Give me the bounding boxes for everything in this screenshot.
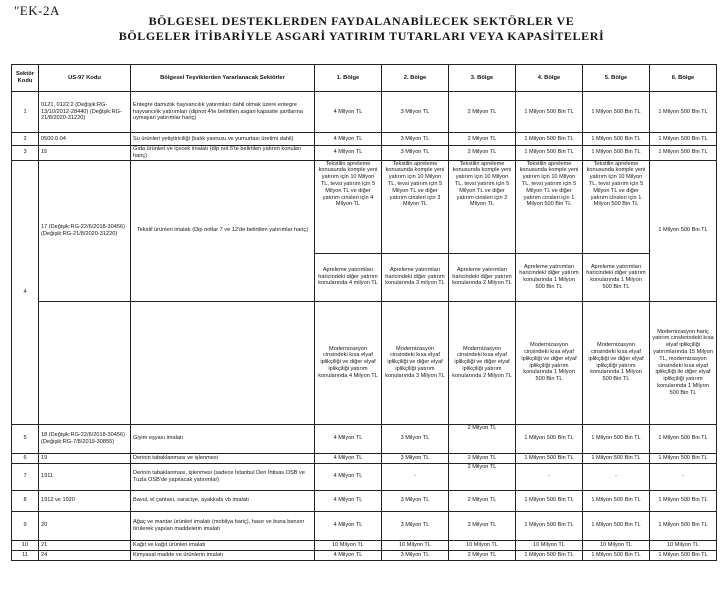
sector-code: 5 bbox=[12, 424, 39, 453]
header-us97-code: US-97 Kodu bbox=[39, 65, 131, 92]
title-line-1: BÖLGESEL DESTEKLERDEN FAYDALANABİLECEK SEKTÖRLER VE bbox=[148, 14, 575, 28]
region-3-value: 2 Milyon TL bbox=[449, 92, 516, 133]
us97-code: 0500.0.04 bbox=[39, 133, 131, 146]
region-3-other: Apreleme yatırımları haricindeki diğer yatırım konularında 2 Milyon TL bbox=[449, 253, 516, 301]
sector-name-empty bbox=[131, 301, 315, 424]
region-3-value: 2 Milyon TL bbox=[449, 133, 516, 146]
region-1-value: 4 Milyon TL bbox=[315, 424, 382, 453]
region-2-spinning: Modernizasyon cinsindeki kısa elyaf iplikçiliği ve diğer elyaf iplikçiliği yatırım konularında 3 Milyon TL bbox=[382, 301, 449, 424]
sector-code: 4 bbox=[12, 160, 39, 424]
region-1-value: 4 Milyon TL bbox=[315, 133, 382, 146]
region-2-value: 10 Milyon TL bbox=[382, 540, 449, 550]
document-title bbox=[0, 14, 723, 44]
sector-code: 10 bbox=[12, 540, 39, 550]
us97-code: 1911 bbox=[39, 463, 131, 490]
region-4-value: 1 Milyon 500 Bin TL bbox=[516, 92, 583, 133]
region-5-value: 1 Milyon 500 Bin TL bbox=[583, 550, 650, 560]
region-4-value: 1 Milyon 500 Bin TL bbox=[516, 133, 583, 146]
table-row bbox=[12, 540, 717, 550]
region-5-value: 1 Milyon 500 Bin TL bbox=[583, 511, 650, 540]
sector-name: Tekstil ürünleri imalatı (Dip notlar 7 ve 12'de belirtilen yatırımlar hariç) bbox=[131, 160, 315, 301]
region-6-value: 1 Milyon 500 Bin TL bbox=[650, 92, 717, 133]
sector-name: Kimyasal madde ve ürünlerin imalatı bbox=[131, 550, 315, 560]
region-1-textile-finishing: Tekstilin apreleme konusunda komple yeni yatırım için 10 Milyon TL, tevsi yatırım için 5 Milyon TL ve diğer yatırım cinsleri için 4 Milyon TL bbox=[315, 160, 382, 253]
region-6-value: 1 Milyon 500 Bin TL bbox=[650, 133, 717, 146]
region-6-textile: 1 Milyon 500 Bin TL bbox=[650, 160, 717, 301]
header-region-6: 6. Bölge bbox=[650, 65, 717, 92]
region-5-textile-finishing: Tekstilin apreleme konusunda komple yeni yatırım için 10 Milyon TL, tevsi yatırım için 5 Milyon TL ve diğer yatırım cinsleri için 1 Milyon 500 Bin TL bbox=[583, 160, 650, 253]
sector-name: Derinin tabaklanması ve işlenmesi bbox=[131, 453, 315, 463]
table-row bbox=[12, 146, 717, 161]
region-5-value: 1 Milyon 500 Bin TL bbox=[583, 490, 650, 511]
region-4-value: 1 Milyon 500 Bin TL bbox=[516, 490, 583, 511]
region-2-value: 3 Milyon TL bbox=[382, 490, 449, 511]
region-1-spinning: Modernizasyon cinsindeki kısa elyaf iplikçiliği ve diğer elyaf iplikçiliği yatırım konularında 4 Milyon TL bbox=[315, 301, 382, 424]
us97-code: 21 bbox=[39, 540, 131, 550]
sector-name: Su ürünleri yetiştiriciliği (balık yavrusu ve yumurtası üretimi dahil) bbox=[131, 133, 315, 146]
region-2-value: 3 Milyon TL bbox=[382, 146, 449, 161]
annex-label: "EK-2A bbox=[14, 3, 60, 18]
header-sector-code: Sektör Kodu bbox=[12, 65, 39, 92]
region-1-value: 4 Milyon TL bbox=[315, 463, 382, 490]
region-5-value: 1 Milyon 500 Bin TL bbox=[583, 146, 650, 161]
us97-code-empty bbox=[39, 301, 131, 424]
region-1-value: 4 Milyon TL bbox=[315, 490, 382, 511]
region-4-textile-finishing: Tekstilin apreleme konusunda komple yeni yatırım için 10 Milyon TL, tevsi yatırım için 5 Milyon TL ve diğer yatırım cinsleri için 1 Milyon 500 Bin TL bbox=[516, 160, 583, 253]
region-4-value: 1 Milyon 500 Bin TL bbox=[516, 453, 583, 463]
region-2-value: 3 Milyon TL bbox=[382, 92, 449, 133]
sector-code: 7 bbox=[12, 463, 39, 490]
sector-name: Entegre damızlık hayvancılık yatırımları dahil olmak üzere entegre hayvancılık yatırımları (dipnot 4'te belirtilen asgari kapasite şartlarına uymayan yatırımlar hariç) bbox=[131, 92, 315, 133]
region-3-textile-finishing: Tekstilin apreleme konusunda komple yeni yatırım için 10 Milyon TL, tevsi yatırım için 5 Milyon TL ve diğer yatırım cinsleri için 2 Milyon TL bbox=[449, 160, 516, 253]
region-5-value: 10 Milyon TL bbox=[583, 540, 650, 550]
region-6-value: 1 Milyon 500 Bin TL bbox=[650, 146, 717, 161]
region-3-value: 2 Milyon TL bbox=[449, 453, 516, 463]
region-1-value: 4 Milyon TL bbox=[315, 146, 382, 161]
header-region-1: 1. Bölge bbox=[315, 65, 382, 92]
region-6-value: 1 Milyon 500 Bin TL bbox=[650, 453, 717, 463]
region-5-value: 1 Milyon 500 Bin TL bbox=[583, 424, 650, 453]
header-sector: Bölgesel Teşviklerden Yararlanacak Sektörler bbox=[131, 65, 315, 92]
sector-name: Gıda ürünleri ve içecek imalatı (dip not 5'te belirtilen yatırım konuları hariç) bbox=[131, 146, 315, 161]
table-row bbox=[12, 160, 717, 253]
table-row bbox=[12, 92, 717, 133]
title-line-2: BÖLGELER İTİBARİYLE ASGARİ YATIRIM TUTARLARI VEYA KAPASİTELERİ bbox=[118, 29, 605, 43]
region-4-value: 1 Milyon 500 Bin TL bbox=[516, 511, 583, 540]
region-3-value: 2 Milyon TL bbox=[449, 550, 516, 560]
region-5-other: Apreleme yatırımları haricindeki diğer yatırım konularında 1 Milyon 500 Bin TL bbox=[583, 253, 650, 301]
header-region-3: 3. Bölge bbox=[449, 65, 516, 92]
region-4-value: 1 Milyon 500 Bin TL bbox=[516, 550, 583, 560]
header-region-5: 5. Bölge bbox=[583, 65, 650, 92]
sector-name: Bavul, el çantası, saraciye, ayakkabı vb imalatı bbox=[131, 490, 315, 511]
region-2-value: 3 Milyon TL bbox=[382, 453, 449, 463]
sector-name: Derinin tabaklanması, işlenmesi (sadece İstanbul Deri İhtisas OSB ve Tuzla OSB'de yapılacak yatırımlar) bbox=[131, 463, 315, 490]
us97-code: 18 (Değişik:RG-22/6/2018-30456) (Değişik:RG-7/8/2019-30855) bbox=[39, 424, 131, 453]
region-4-value: 1 Milyon 500 Bin TL bbox=[516, 146, 583, 161]
region-6-value: - bbox=[650, 463, 717, 490]
region-1-other: Apreleme yatırımları haricindeki diğer yatırım konularında 4 milyon TL bbox=[315, 253, 382, 301]
region-5-value: 1 Milyon 500 Bin TL bbox=[583, 133, 650, 146]
us97-code: 20 bbox=[39, 511, 131, 540]
region-2-other: Apreleme yatırımları haricindeki diğer yatırım konularında 3 milyon TL bbox=[382, 253, 449, 301]
region-5-value: - bbox=[583, 463, 650, 490]
us97-code: 19 bbox=[39, 453, 131, 463]
region-2-value: 3 Milyon TL bbox=[382, 133, 449, 146]
sector-table bbox=[11, 64, 717, 561]
region-6-value: 10 Milyon TL bbox=[650, 540, 717, 550]
table-row bbox=[12, 424, 717, 453]
us97-code: 17 (Değişik:RG-22/6/2018-30456) (Değişik:RG-21/8/2020-31220) bbox=[39, 160, 131, 301]
region-3-value: 2 Milyon TL bbox=[449, 490, 516, 511]
region-5-value: 1 Milyon 500 Bin TL bbox=[583, 453, 650, 463]
region-6-value: 1 Milyon 500 Bin TL bbox=[650, 511, 717, 540]
sector-name: Ağaç ve mantar ürünleri imalatı (mobilya hariç), hasır ve buna benzer örülerek yapılan maddelerin imalatı bbox=[131, 511, 315, 540]
region-3-value: 10 Milyon TL bbox=[449, 540, 516, 550]
header-region-2: 2. Bölge bbox=[382, 65, 449, 92]
sector-code: 2 bbox=[12, 133, 39, 146]
sector-code: 11 bbox=[12, 550, 39, 560]
region-2-value: 3 Milyon TL bbox=[382, 424, 449, 453]
region-1-value: 4 Milyon TL bbox=[315, 550, 382, 560]
region-3-value: 2 Milyon TL bbox=[449, 146, 516, 161]
sector-name: Kağıt ve kağıt ürünleri imalatı bbox=[131, 540, 315, 550]
us97-code: 1912 ve 1920 bbox=[39, 490, 131, 511]
region-1-value: 10 Milyon TL bbox=[315, 540, 382, 550]
region-1-value: 4 Milyon TL bbox=[315, 511, 382, 540]
region-6-value: 1 Milyon 500 Bin TL bbox=[650, 490, 717, 511]
sector-code: 6 bbox=[12, 453, 39, 463]
region-4-spinning: Modernizasyon cinsindeki kısa elyaf iplikçiliği ve diğer elyaf iplikçiliği yatırım konularında 1 Milyon 500 Bin TL bbox=[516, 301, 583, 424]
region-6-value: 1 Milyon 500 Bin TL bbox=[650, 550, 717, 560]
region-1-value: 4 Milyon TL bbox=[315, 92, 382, 133]
sector-code: 8 bbox=[12, 490, 39, 511]
table-row bbox=[12, 301, 717, 424]
sector-name: Giyim eşyası imalatı bbox=[131, 424, 315, 453]
table-row bbox=[12, 133, 717, 146]
table-row bbox=[12, 511, 717, 540]
us97-code: 15 bbox=[39, 146, 131, 161]
region-2-textile-finishing: Tekstilin apreleme konusunda komple yeni yatırım için 10 Milyon TL, tevsi yatırım için 5 Milyon TL ve diğer yatırım cinsleri için 3 Milyon TL bbox=[382, 160, 449, 253]
region-3-value: 2 Milyon TL bbox=[449, 424, 516, 453]
region-6-spinning: Modernizasyon hariç yatırım cinslerindeki kısa elyaf iplikçiliği yatırımlarında 15 Milyon TL, modernizasyon cinsindeki kısa elyaf iplikçiliği ile diğer elyaf iplikçiliği yatırım konularında 1 Milyon 500 Bin TL bbox=[650, 301, 717, 424]
table-row bbox=[12, 490, 717, 511]
sector-code: 1 bbox=[12, 92, 39, 133]
header-row bbox=[12, 65, 717, 92]
region-3-spinning: Modernizasyon cinsindeki kısa elyaf iplikçiliği ve diğer elyaf iplikçiliği yatırım konularında 2 Milyon TL bbox=[449, 301, 516, 424]
region-2-value: 3 Milyon TL bbox=[382, 550, 449, 560]
region-3-value: 2 Milyon TL bbox=[449, 511, 516, 540]
table-row bbox=[12, 463, 717, 490]
sector-code: 3 bbox=[12, 146, 39, 161]
table-row bbox=[12, 550, 717, 560]
region-2-value: 3 Milyon TL bbox=[382, 511, 449, 540]
region-2-value: - bbox=[382, 463, 449, 490]
table-row bbox=[12, 453, 717, 463]
region-5-value: 1 Milyon 500 Bin TL bbox=[583, 92, 650, 133]
region-5-spinning: Modernizasyon cinsindeki kısa elyaf iplikçiliği ve diğer elyaf iplikçiliği yatırım konularında 1 Milyon 500 Bin TL bbox=[583, 301, 650, 424]
region-1-value: 4 Milyon TL bbox=[315, 453, 382, 463]
region-4-value: 1 Milyon 500 Bin TL bbox=[516, 424, 583, 453]
region-6-value: 1 Milyon 500 Bin TL bbox=[650, 424, 717, 453]
us97-code: 0121, 0122.2 (Değişik:RG-13/10/2012-28440) (Değişik:RG-21/8/2020-31220) bbox=[39, 92, 131, 133]
region-4-value: - bbox=[516, 463, 583, 490]
us97-code: 24 bbox=[39, 550, 131, 560]
region-4-other: Apreleme yatırımları haricindeki diğer yatırım konularında 1 Milyon 500 Bin TL bbox=[516, 253, 583, 301]
header-region-4: 4. Bölge bbox=[516, 65, 583, 92]
region-4-value: 10 Milyon TL bbox=[516, 540, 583, 550]
sector-code: 9 bbox=[12, 511, 39, 540]
region-3-value: 2 Milyon TL bbox=[449, 463, 516, 490]
